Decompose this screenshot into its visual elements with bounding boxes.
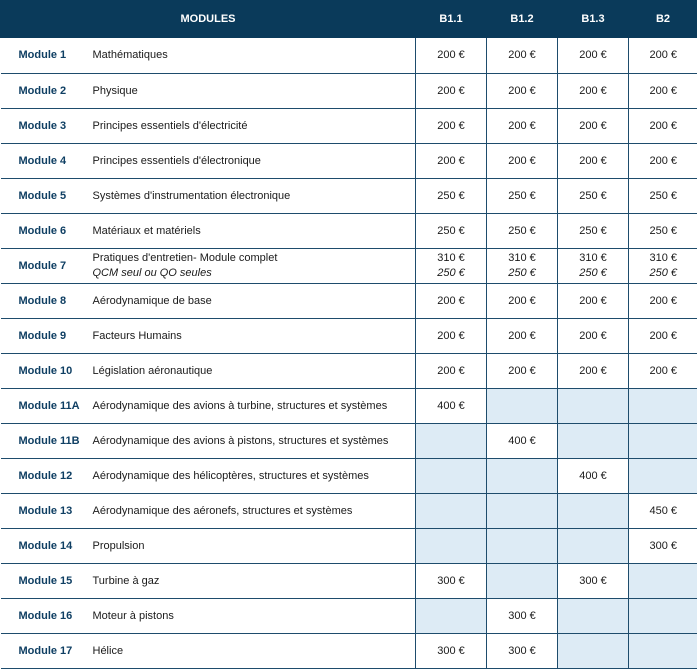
price-cell: 250 € [629, 178, 697, 213]
price-cell: 200 € [487, 108, 558, 143]
price-cell: 200 € [629, 143, 697, 178]
table-row [1, 213, 697, 248]
table-row [1, 423, 697, 458]
price-cell: 450 € [629, 493, 697, 528]
table-row [1, 493, 697, 528]
module-code: Module 17 [1, 633, 82, 668]
module-name-cell: Législation aéronautique [82, 353, 416, 388]
table-row [1, 38, 697, 73]
price-cell: 200 € [558, 73, 629, 108]
empty-price-cell [416, 528, 487, 563]
price-cell: 200 € [487, 143, 558, 178]
module-name-cell: Aérodynamique de base [82, 283, 416, 318]
module-code: Module 6 [1, 213, 82, 248]
module-code: Module 2 [1, 73, 82, 108]
price-cell: 200 € [416, 38, 487, 73]
price-full: 310 € [487, 251, 557, 266]
price-cell: 250 € [487, 213, 558, 248]
price-cell: 250 € [629, 213, 697, 248]
module-code: Module 7 [1, 248, 82, 283]
module-name-cell: Aérodynamique des hélicoptères, structures et systèmes [82, 458, 416, 493]
module-code: Module 8 [1, 283, 82, 318]
empty-price-cell [487, 528, 558, 563]
module-name-cell: Matériaux et matériels [82, 213, 416, 248]
table-row [1, 563, 697, 598]
table-body [1, 38, 697, 668]
price-cell: 200 € [416, 283, 487, 318]
table-row [1, 73, 697, 108]
column-header-b1-3: B1.3 [558, 0, 629, 38]
price-cell: 400 € [558, 458, 629, 493]
price-cell: 250 € [487, 178, 558, 213]
price-cell: 200 € [487, 353, 558, 388]
empty-price-cell [416, 493, 487, 528]
module-name-cell: Aérodynamique des aéronefs, structures et systèmes [82, 493, 416, 528]
module-code: Module 10 [1, 353, 82, 388]
price-cell: 300 € [487, 598, 558, 633]
table-row [1, 528, 697, 563]
price-full: 310 € [629, 251, 697, 266]
empty-price-cell [558, 528, 629, 563]
price-cell: 250 € [416, 178, 487, 213]
price-cell: 200 € [416, 143, 487, 178]
module-code: Module 5 [1, 178, 82, 213]
price-cell: 300 € [487, 633, 558, 668]
price-cell: 200 € [487, 283, 558, 318]
module-name-cell: Hélice [82, 633, 416, 668]
empty-price-cell [629, 598, 697, 633]
price-cell: 200 € [487, 318, 558, 353]
empty-price-cell [558, 388, 629, 423]
price-cell: 250 € [416, 213, 487, 248]
module-code: Module 11B [1, 423, 82, 458]
empty-price-cell [487, 458, 558, 493]
empty-price-cell [558, 493, 629, 528]
price-cell: 200 € [487, 73, 558, 108]
price-cell: 200 € [629, 318, 697, 353]
module-name-cell: Mathématiques [82, 38, 416, 73]
module-code: Module 14 [1, 528, 82, 563]
empty-price-cell [416, 423, 487, 458]
module-name-cell: Systèmes d'instrumentation électronique [82, 178, 416, 213]
table-row [1, 318, 697, 353]
empty-price-cell [629, 563, 697, 598]
module-code: Module 4 [1, 143, 82, 178]
module-name-cell: Aérodynamique des avions à pistons, structures et systèmes [82, 423, 416, 458]
module-code: Module 12 [1, 458, 82, 493]
module-name-cell: Principes essentiels d'électronique [82, 143, 416, 178]
price-cell [629, 248, 697, 283]
price-cell: 200 € [558, 38, 629, 73]
empty-price-cell [558, 633, 629, 668]
price-cell: 300 € [629, 528, 697, 563]
price-cell: 300 € [558, 563, 629, 598]
price-partial: 250 € [416, 266, 486, 281]
empty-price-cell [629, 388, 697, 423]
price-cell: 300 € [416, 563, 487, 598]
column-header-b1-2: B1.2 [487, 0, 558, 38]
table-row [1, 178, 697, 213]
price-cell: 200 € [629, 283, 697, 318]
empty-price-cell [487, 388, 558, 423]
price-cell: 200 € [558, 143, 629, 178]
module-name-cell: Principes essentiels d'électricité [82, 108, 416, 143]
module-name-cell: Facteurs Humains [82, 318, 416, 353]
modules-column-header: MODULES [1, 0, 416, 38]
module-code: Module 1 [1, 38, 82, 73]
price-partial: 250 € [629, 266, 697, 281]
module-code: Module 11A [1, 388, 82, 423]
price-cell: 200 € [558, 108, 629, 143]
price-cell: 300 € [416, 633, 487, 668]
price-cell: 400 € [487, 423, 558, 458]
price-cell: 200 € [416, 73, 487, 108]
table-row [1, 633, 697, 668]
price-cell: 200 € [558, 353, 629, 388]
empty-price-cell [629, 423, 697, 458]
table-row [1, 248, 697, 283]
empty-price-cell [558, 598, 629, 633]
column-header-b2: B2 [629, 0, 697, 38]
module-code: Module 3 [1, 108, 82, 143]
module-name-cell: Moteur à pistons [82, 598, 416, 633]
empty-price-cell [487, 493, 558, 528]
module-name: Pratiques d'entretien- Module complet [93, 251, 416, 266]
table-row [1, 458, 697, 493]
price-cell: 400 € [416, 388, 487, 423]
module-name-cell: Physique [82, 73, 416, 108]
price-cell: 200 € [558, 318, 629, 353]
price-partial: 250 € [558, 266, 628, 281]
module-subtitle: QCM seul ou QO seules [93, 266, 416, 281]
price-cell [487, 248, 558, 283]
empty-price-cell [558, 423, 629, 458]
table-row [1, 388, 697, 423]
table-row [1, 598, 697, 633]
module-code: Module 16 [1, 598, 82, 633]
empty-price-cell [487, 563, 558, 598]
table-row [1, 143, 697, 178]
price-cell: 200 € [416, 108, 487, 143]
price-cell: 200 € [629, 38, 697, 73]
price-cell: 250 € [558, 213, 629, 248]
price-partial: 250 € [487, 266, 557, 281]
module-code: Module 13 [1, 493, 82, 528]
module-name-cell: Propulsion [82, 528, 416, 563]
module-name-cell [82, 248, 416, 283]
empty-price-cell [416, 598, 487, 633]
column-header-b1-1: B1.1 [416, 0, 487, 38]
module-code: Module 15 [1, 563, 82, 598]
table-row [1, 353, 697, 388]
module-code: Module 9 [1, 318, 82, 353]
table-header-row [1, 0, 697, 38]
price-cell: 250 € [558, 178, 629, 213]
price-cell: 200 € [629, 73, 697, 108]
price-full: 310 € [558, 251, 628, 266]
module-name-cell: Aérodynamique des avions à turbine, structures et systèmes [82, 388, 416, 423]
table-row [1, 283, 697, 318]
empty-price-cell [629, 458, 697, 493]
price-cell [416, 248, 487, 283]
price-cell: 200 € [416, 318, 487, 353]
price-full: 310 € [416, 251, 486, 266]
empty-price-cell [416, 458, 487, 493]
price-cell [558, 248, 629, 283]
price-cell: 200 € [629, 108, 697, 143]
price-cell: 200 € [629, 353, 697, 388]
price-cell: 200 € [487, 38, 558, 73]
table-row [1, 108, 697, 143]
price-cell: 200 € [558, 283, 629, 318]
empty-price-cell [629, 633, 697, 668]
module-name-cell: Turbine à gaz [82, 563, 416, 598]
price-cell: 200 € [416, 353, 487, 388]
